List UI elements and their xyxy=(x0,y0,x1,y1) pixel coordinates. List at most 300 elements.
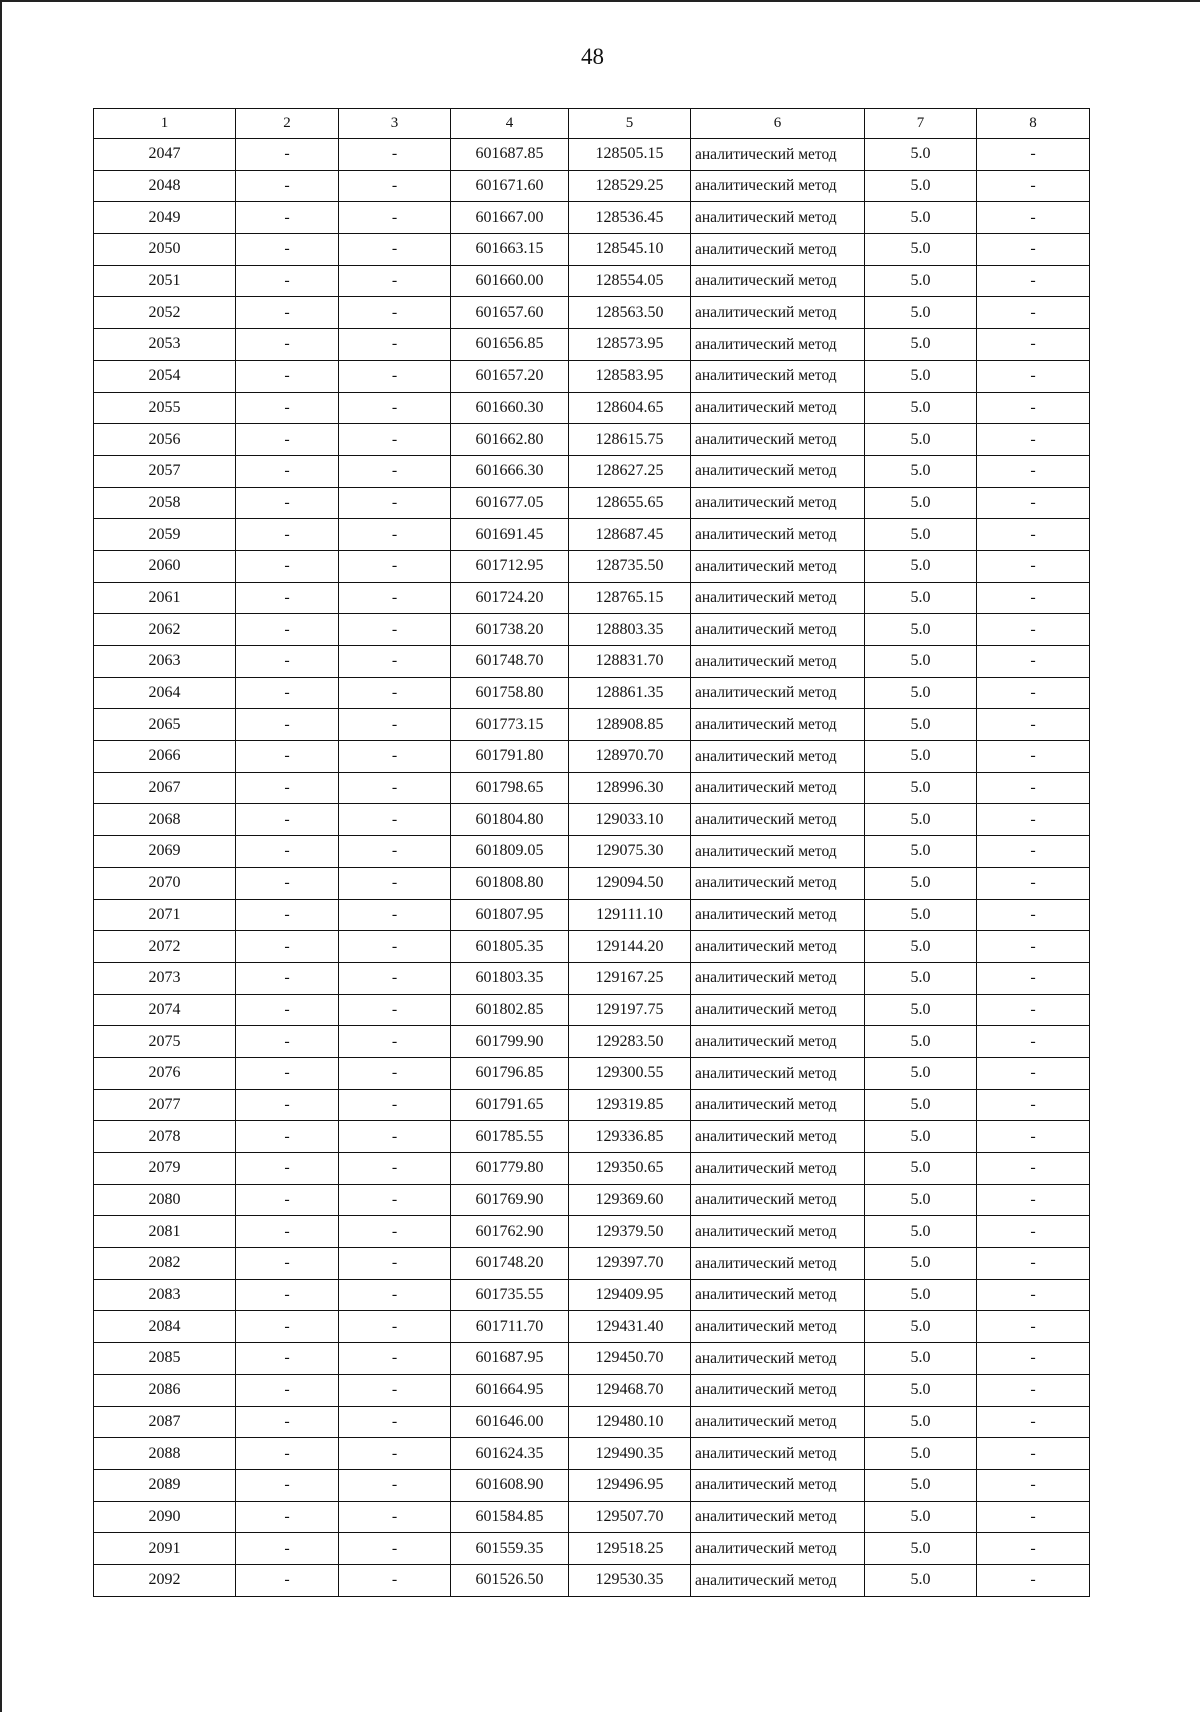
y-coordinate-cell: 128627.25 xyxy=(569,455,691,487)
col3-cell: - xyxy=(339,1343,451,1375)
point-number-cell: 2092 xyxy=(94,1564,236,1596)
col2-cell: - xyxy=(236,329,339,361)
y-coordinate-cell: 129336.85 xyxy=(569,1121,691,1153)
column-header: 7 xyxy=(865,109,977,139)
table-row xyxy=(94,1311,1090,1343)
method-cell: аналитический метод xyxy=(691,424,865,456)
col8-cell: - xyxy=(977,550,1090,582)
col3-cell: - xyxy=(339,1469,451,1501)
y-coordinate-cell: 129431.40 xyxy=(569,1311,691,1343)
col3-cell: - xyxy=(339,1248,451,1280)
method-cell: аналитический метод xyxy=(691,360,865,392)
col8-cell: - xyxy=(977,1533,1090,1565)
x-coordinate-cell: 601738.20 xyxy=(451,614,569,646)
col2-cell: - xyxy=(236,1026,339,1058)
scan-border-left xyxy=(0,0,2,1712)
y-coordinate-cell: 129111.10 xyxy=(569,899,691,931)
x-coordinate-cell: 601666.30 xyxy=(451,455,569,487)
method-cell: аналитический метод xyxy=(691,1121,865,1153)
col3-cell: - xyxy=(339,772,451,804)
col2-cell: - xyxy=(236,804,339,836)
col2-cell: - xyxy=(236,962,339,994)
col3-cell: - xyxy=(339,1184,451,1216)
accuracy-cell: 5.0 xyxy=(865,741,977,773)
col3-cell: - xyxy=(339,614,451,646)
col3-cell: - xyxy=(339,1121,451,1153)
accuracy-cell: 5.0 xyxy=(865,519,977,551)
y-coordinate-cell: 129397.70 xyxy=(569,1248,691,1280)
col8-cell: - xyxy=(977,329,1090,361)
method-cell: аналитический метод xyxy=(691,1438,865,1470)
table-row xyxy=(94,804,1090,836)
table-row xyxy=(94,139,1090,171)
method-cell: аналитический метод xyxy=(691,1089,865,1121)
table-row xyxy=(94,1469,1090,1501)
table-row xyxy=(94,392,1090,424)
x-coordinate-cell: 601785.55 xyxy=(451,1121,569,1153)
method-cell: аналитический метод xyxy=(691,139,865,171)
y-coordinate-cell: 128861.35 xyxy=(569,677,691,709)
table-row xyxy=(94,931,1090,963)
col3-cell: - xyxy=(339,424,451,456)
accuracy-cell: 5.0 xyxy=(865,867,977,899)
point-number-cell: 2079 xyxy=(94,1153,236,1185)
col8-cell: - xyxy=(977,1374,1090,1406)
x-coordinate-cell: 601687.95 xyxy=(451,1343,569,1375)
method-cell: аналитический метод xyxy=(691,1057,865,1089)
col8-cell: - xyxy=(977,994,1090,1026)
x-coordinate-cell: 601608.90 xyxy=(451,1469,569,1501)
col8-cell: - xyxy=(977,677,1090,709)
x-coordinate-cell: 601712.95 xyxy=(451,550,569,582)
col8-cell: - xyxy=(977,1311,1090,1343)
y-coordinate-cell: 129319.85 xyxy=(569,1089,691,1121)
y-coordinate-cell: 128803.35 xyxy=(569,614,691,646)
col3-cell: - xyxy=(339,234,451,266)
y-coordinate-cell: 128615.75 xyxy=(569,424,691,456)
col8-cell: - xyxy=(977,772,1090,804)
col2-cell: - xyxy=(236,139,339,171)
col3-cell: - xyxy=(339,962,451,994)
method-cell: аналитический метод xyxy=(691,1311,865,1343)
point-number-cell: 2055 xyxy=(94,392,236,424)
table-row xyxy=(94,899,1090,931)
col3-cell: - xyxy=(339,741,451,773)
method-cell: аналитический метод xyxy=(691,519,865,551)
method-cell: аналитический метод xyxy=(691,709,865,741)
col3-cell: - xyxy=(339,329,451,361)
col2-cell: - xyxy=(236,1564,339,1596)
table-row xyxy=(94,1248,1090,1280)
column-header: 1 xyxy=(94,109,236,139)
table-row xyxy=(94,1374,1090,1406)
method-cell: аналитический метод xyxy=(691,202,865,234)
y-coordinate-cell: 129369.60 xyxy=(569,1184,691,1216)
accuracy-cell: 5.0 xyxy=(865,297,977,329)
method-cell: аналитический метод xyxy=(691,1564,865,1596)
accuracy-cell: 5.0 xyxy=(865,1026,977,1058)
method-cell: аналитический метод xyxy=(691,1184,865,1216)
col2-cell: - xyxy=(236,1248,339,1280)
table-row xyxy=(94,709,1090,741)
accuracy-cell: 5.0 xyxy=(865,1184,977,1216)
method-cell: аналитический метод xyxy=(691,1343,865,1375)
table-row xyxy=(94,1438,1090,1470)
x-coordinate-cell: 601671.60 xyxy=(451,170,569,202)
col2-cell: - xyxy=(236,931,339,963)
point-number-cell: 2084 xyxy=(94,1311,236,1343)
table-row xyxy=(94,519,1090,551)
point-number-cell: 2056 xyxy=(94,424,236,456)
col8-cell: - xyxy=(977,392,1090,424)
x-coordinate-cell: 601808.80 xyxy=(451,867,569,899)
table-row xyxy=(94,1026,1090,1058)
point-number-cell: 2077 xyxy=(94,1089,236,1121)
point-number-cell: 2088 xyxy=(94,1438,236,1470)
col3-cell: - xyxy=(339,582,451,614)
table-row xyxy=(94,1279,1090,1311)
table-header-row xyxy=(94,109,1090,139)
point-number-cell: 2086 xyxy=(94,1374,236,1406)
point-number-cell: 2068 xyxy=(94,804,236,836)
y-coordinate-cell: 129518.25 xyxy=(569,1533,691,1565)
col2-cell: - xyxy=(236,1438,339,1470)
accuracy-cell: 5.0 xyxy=(865,1153,977,1185)
y-coordinate-cell: 128831.70 xyxy=(569,646,691,678)
x-coordinate-cell: 601773.15 xyxy=(451,709,569,741)
table-row xyxy=(94,424,1090,456)
y-coordinate-cell: 128908.85 xyxy=(569,709,691,741)
col3-cell: - xyxy=(339,550,451,582)
method-cell: аналитический метод xyxy=(691,836,865,868)
x-coordinate-cell: 601667.00 xyxy=(451,202,569,234)
x-coordinate-cell: 601691.45 xyxy=(451,519,569,551)
point-number-cell: 2053 xyxy=(94,329,236,361)
method-cell: аналитический метод xyxy=(691,582,865,614)
coordinates-table xyxy=(93,108,1090,1597)
method-cell: аналитический метод xyxy=(691,1248,865,1280)
accuracy-cell: 5.0 xyxy=(865,455,977,487)
method-cell: аналитический метод xyxy=(691,614,865,646)
col3-cell: - xyxy=(339,360,451,392)
table-row xyxy=(94,614,1090,646)
x-coordinate-cell: 601657.60 xyxy=(451,297,569,329)
point-number-cell: 2075 xyxy=(94,1026,236,1058)
col2-cell: - xyxy=(236,519,339,551)
point-number-cell: 2052 xyxy=(94,297,236,329)
x-coordinate-cell: 601798.65 xyxy=(451,772,569,804)
point-number-cell: 2080 xyxy=(94,1184,236,1216)
point-number-cell: 2049 xyxy=(94,202,236,234)
col8-cell: - xyxy=(977,1343,1090,1375)
table-row xyxy=(94,1564,1090,1596)
y-coordinate-cell: 129480.10 xyxy=(569,1406,691,1438)
method-cell: аналитический метод xyxy=(691,899,865,931)
y-coordinate-cell: 128765.15 xyxy=(569,582,691,614)
col2-cell: - xyxy=(236,741,339,773)
point-number-cell: 2067 xyxy=(94,772,236,804)
point-number-cell: 2058 xyxy=(94,487,236,519)
col2-cell: - xyxy=(236,1469,339,1501)
method-cell: аналитический метод xyxy=(691,646,865,678)
col2-cell: - xyxy=(236,550,339,582)
point-number-cell: 2081 xyxy=(94,1216,236,1248)
accuracy-cell: 5.0 xyxy=(865,139,977,171)
point-number-cell: 2089 xyxy=(94,1469,236,1501)
accuracy-cell: 5.0 xyxy=(865,1374,977,1406)
accuracy-cell: 5.0 xyxy=(865,582,977,614)
column-header: 5 xyxy=(569,109,691,139)
x-coordinate-cell: 601803.35 xyxy=(451,962,569,994)
table-row xyxy=(94,1121,1090,1153)
x-coordinate-cell: 601526.50 xyxy=(451,1564,569,1596)
table-row xyxy=(94,646,1090,678)
col8-cell: - xyxy=(977,836,1090,868)
x-coordinate-cell: 601758.80 xyxy=(451,677,569,709)
point-number-cell: 2069 xyxy=(94,836,236,868)
col2-cell: - xyxy=(236,1343,339,1375)
accuracy-cell: 5.0 xyxy=(865,1089,977,1121)
y-coordinate-cell: 129490.35 xyxy=(569,1438,691,1470)
table-row xyxy=(94,265,1090,297)
col2-cell: - xyxy=(236,392,339,424)
table-row xyxy=(94,741,1090,773)
x-coordinate-cell: 601687.85 xyxy=(451,139,569,171)
col2-cell: - xyxy=(236,1216,339,1248)
accuracy-cell: 5.0 xyxy=(865,962,977,994)
method-cell: аналитический метод xyxy=(691,931,865,963)
col3-cell: - xyxy=(339,392,451,424)
table-row xyxy=(94,772,1090,804)
point-number-cell: 2070 xyxy=(94,867,236,899)
col8-cell: - xyxy=(977,234,1090,266)
scan-border-top xyxy=(0,0,1200,2)
col3-cell: - xyxy=(339,1374,451,1406)
table-row xyxy=(94,487,1090,519)
col2-cell: - xyxy=(236,424,339,456)
col2-cell: - xyxy=(236,1089,339,1121)
table-row xyxy=(94,297,1090,329)
col3-cell: - xyxy=(339,804,451,836)
col3-cell: - xyxy=(339,487,451,519)
point-number-cell: 2063 xyxy=(94,646,236,678)
method-cell: аналитический метод xyxy=(691,297,865,329)
point-number-cell: 2051 xyxy=(94,265,236,297)
point-number-cell: 2066 xyxy=(94,741,236,773)
col8-cell: - xyxy=(977,1089,1090,1121)
accuracy-cell: 5.0 xyxy=(865,392,977,424)
accuracy-cell: 5.0 xyxy=(865,994,977,1026)
point-number-cell: 2062 xyxy=(94,614,236,646)
col3-cell: - xyxy=(339,265,451,297)
col8-cell: - xyxy=(977,1057,1090,1089)
point-number-cell: 2072 xyxy=(94,931,236,963)
x-coordinate-cell: 601735.55 xyxy=(451,1279,569,1311)
method-cell: аналитический метод xyxy=(691,804,865,836)
accuracy-cell: 5.0 xyxy=(865,646,977,678)
col2-cell: - xyxy=(236,709,339,741)
accuracy-cell: 5.0 xyxy=(865,202,977,234)
x-coordinate-cell: 601804.80 xyxy=(451,804,569,836)
table-row xyxy=(94,202,1090,234)
accuracy-cell: 5.0 xyxy=(865,1343,977,1375)
y-coordinate-cell: 129033.10 xyxy=(569,804,691,836)
accuracy-cell: 5.0 xyxy=(865,709,977,741)
method-cell: аналитический метод xyxy=(691,550,865,582)
method-cell: аналитический метод xyxy=(691,1216,865,1248)
x-coordinate-cell: 601559.35 xyxy=(451,1533,569,1565)
y-coordinate-cell: 129468.70 xyxy=(569,1374,691,1406)
point-number-cell: 2090 xyxy=(94,1501,236,1533)
col3-cell: - xyxy=(339,836,451,868)
col2-cell: - xyxy=(236,1374,339,1406)
y-coordinate-cell: 129496.95 xyxy=(569,1469,691,1501)
y-coordinate-cell: 129379.50 xyxy=(569,1216,691,1248)
table-row xyxy=(94,582,1090,614)
accuracy-cell: 5.0 xyxy=(865,899,977,931)
x-coordinate-cell: 601624.35 xyxy=(451,1438,569,1470)
x-coordinate-cell: 601762.90 xyxy=(451,1216,569,1248)
x-coordinate-cell: 601711.70 xyxy=(451,1311,569,1343)
table-row xyxy=(94,1501,1090,1533)
accuracy-cell: 5.0 xyxy=(865,1279,977,1311)
accuracy-cell: 5.0 xyxy=(865,1057,977,1089)
col2-cell: - xyxy=(236,1311,339,1343)
x-coordinate-cell: 601663.15 xyxy=(451,234,569,266)
table-row xyxy=(94,329,1090,361)
column-header: 4 xyxy=(451,109,569,139)
point-number-cell: 2076 xyxy=(94,1057,236,1089)
table-row xyxy=(94,836,1090,868)
col8-cell: - xyxy=(977,962,1090,994)
col2-cell: - xyxy=(236,202,339,234)
col2-cell: - xyxy=(236,994,339,1026)
y-coordinate-cell: 128583.95 xyxy=(569,360,691,392)
col8-cell: - xyxy=(977,1279,1090,1311)
col3-cell: - xyxy=(339,202,451,234)
method-cell: аналитический метод xyxy=(691,1026,865,1058)
col8-cell: - xyxy=(977,139,1090,171)
x-coordinate-cell: 601769.90 xyxy=(451,1184,569,1216)
method-cell: аналитический метод xyxy=(691,1533,865,1565)
col3-cell: - xyxy=(339,455,451,487)
method-cell: аналитический метод xyxy=(691,741,865,773)
col3-cell: - xyxy=(339,1089,451,1121)
col2-cell: - xyxy=(236,1406,339,1438)
col8-cell: - xyxy=(977,297,1090,329)
y-coordinate-cell: 129300.55 xyxy=(569,1057,691,1089)
col2-cell: - xyxy=(236,646,339,678)
y-coordinate-cell: 129094.50 xyxy=(569,867,691,899)
y-coordinate-cell: 128573.95 xyxy=(569,329,691,361)
col3-cell: - xyxy=(339,1311,451,1343)
table-row xyxy=(94,234,1090,266)
column-header: 8 xyxy=(977,109,1090,139)
x-coordinate-cell: 601807.95 xyxy=(451,899,569,931)
y-coordinate-cell: 128996.30 xyxy=(569,772,691,804)
table-row xyxy=(94,550,1090,582)
col3-cell: - xyxy=(339,1501,451,1533)
page-number: 48 xyxy=(581,44,604,69)
col8-cell: - xyxy=(977,1501,1090,1533)
col2-cell: - xyxy=(236,772,339,804)
col2-cell: - xyxy=(236,360,339,392)
method-cell: аналитический метод xyxy=(691,487,865,519)
col3-cell: - xyxy=(339,139,451,171)
col2-cell: - xyxy=(236,582,339,614)
accuracy-cell: 5.0 xyxy=(865,487,977,519)
x-coordinate-cell: 601791.65 xyxy=(451,1089,569,1121)
accuracy-cell: 5.0 xyxy=(865,1406,977,1438)
col8-cell: - xyxy=(977,360,1090,392)
x-coordinate-cell: 601796.85 xyxy=(451,1057,569,1089)
x-coordinate-cell: 601660.30 xyxy=(451,392,569,424)
col8-cell: - xyxy=(977,646,1090,678)
col8-cell: - xyxy=(977,455,1090,487)
col3-cell: - xyxy=(339,994,451,1026)
accuracy-cell: 5.0 xyxy=(865,1216,977,1248)
table-row xyxy=(94,170,1090,202)
accuracy-cell: 5.0 xyxy=(865,1469,977,1501)
point-number-cell: 2061 xyxy=(94,582,236,614)
col8-cell: - xyxy=(977,1153,1090,1185)
point-number-cell: 2078 xyxy=(94,1121,236,1153)
point-number-cell: 2057 xyxy=(94,455,236,487)
col8-cell: - xyxy=(977,614,1090,646)
col8-cell: - xyxy=(977,1406,1090,1438)
table-row xyxy=(94,1533,1090,1565)
point-number-cell: 2071 xyxy=(94,899,236,931)
y-coordinate-cell: 129507.70 xyxy=(569,1501,691,1533)
col2-cell: - xyxy=(236,1057,339,1089)
col8-cell: - xyxy=(977,1469,1090,1501)
y-coordinate-cell: 128536.45 xyxy=(569,202,691,234)
col8-cell: - xyxy=(977,1248,1090,1280)
col2-cell: - xyxy=(236,1121,339,1153)
col2-cell: - xyxy=(236,1153,339,1185)
accuracy-cell: 5.0 xyxy=(865,804,977,836)
col8-cell: - xyxy=(977,1121,1090,1153)
x-coordinate-cell: 601802.85 xyxy=(451,994,569,1026)
accuracy-cell: 5.0 xyxy=(865,677,977,709)
col2-cell: - xyxy=(236,455,339,487)
point-number-cell: 2082 xyxy=(94,1248,236,1280)
col2-cell: - xyxy=(236,677,339,709)
method-cell: аналитический метод xyxy=(691,1374,865,1406)
table-row xyxy=(94,677,1090,709)
x-coordinate-cell: 601677.05 xyxy=(451,487,569,519)
col3-cell: - xyxy=(339,170,451,202)
col2-cell: - xyxy=(236,265,339,297)
col8-cell: - xyxy=(977,170,1090,202)
point-number-cell: 2048 xyxy=(94,170,236,202)
col3-cell: - xyxy=(339,519,451,551)
table-row xyxy=(94,1153,1090,1185)
method-cell: аналитический метод xyxy=(691,1469,865,1501)
col2-cell: - xyxy=(236,614,339,646)
col2-cell: - xyxy=(236,1501,339,1533)
point-number-cell: 2083 xyxy=(94,1279,236,1311)
col3-cell: - xyxy=(339,1057,451,1089)
method-cell: аналитический метод xyxy=(691,994,865,1026)
method-cell: аналитический метод xyxy=(691,455,865,487)
x-coordinate-cell: 601748.20 xyxy=(451,1248,569,1280)
col2-cell: - xyxy=(236,1279,339,1311)
point-number-cell: 2047 xyxy=(94,139,236,171)
col3-cell: - xyxy=(339,899,451,931)
col8-cell: - xyxy=(977,899,1090,931)
point-number-cell: 2074 xyxy=(94,994,236,1026)
